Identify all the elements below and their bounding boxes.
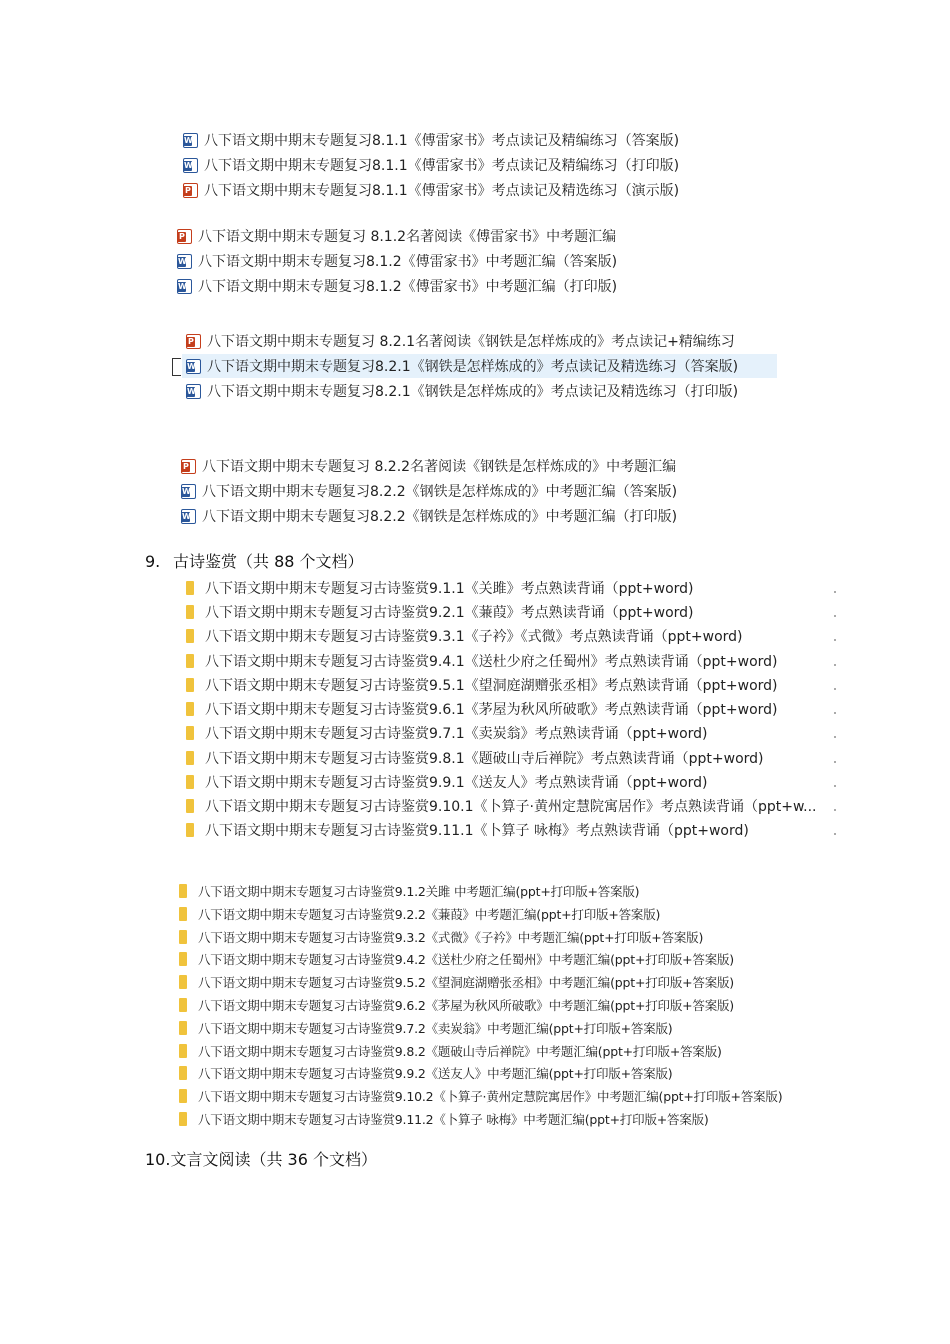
file-item[interactable]	[181, 454, 676, 478]
section-number: 9.	[145, 552, 161, 571]
folder-icon	[186, 605, 194, 619]
folder-name: 八下语文期中期末专题复习古诗鉴赏9.2.2《蒹葭》中考题汇编(ppt+打印版+答案版)	[198, 907, 661, 922]
folder-item[interactable]	[186, 600, 694, 624]
section-title: 古诗鉴赏（共 88 个文档）	[173, 552, 364, 571]
folder-item[interactable]	[179, 1040, 722, 1062]
folder-icon	[179, 930, 187, 944]
word-icon	[183, 158, 198, 173]
column-edge-mark	[834, 809, 836, 811]
ppt-icon	[181, 459, 196, 474]
folder-item[interactable]	[179, 1017, 672, 1039]
folder-icon	[186, 654, 194, 668]
folder-name: 八下语文期中期末专题复习古诗鉴赏9.2.1《蒹葭》考点熟读背诵（ppt+word)	[205, 605, 694, 621]
file-name: 八下语文期中期末专题复习8.1.1《傅雷家书》考点读记及精编练习（答案版)	[204, 133, 680, 149]
ppt-icon	[186, 334, 201, 349]
column-edge-mark	[834, 615, 836, 617]
file-item[interactable]	[186, 329, 735, 353]
word-icon	[177, 254, 192, 269]
folder-icon	[186, 629, 194, 643]
folder-icon	[186, 726, 194, 740]
folder-item[interactable]	[179, 903, 660, 925]
folder-item[interactable]	[179, 971, 734, 993]
file-item[interactable]	[183, 128, 679, 152]
folder-name: 八下语文期中期末专题复习古诗鉴赏9.9.2《送友人》中考题汇编(ppt+打印版+答案版)	[198, 1066, 673, 1081]
file-item[interactable]	[177, 249, 617, 273]
folder-item[interactable]	[186, 746, 764, 770]
column-edge-mark	[834, 639, 836, 641]
ppt-icon	[183, 183, 198, 198]
section-title: 文言文阅读（共 36 个文档）	[170, 1150, 377, 1169]
folder-item[interactable]	[179, 994, 734, 1016]
word-icon	[181, 509, 196, 524]
folder-item[interactable]	[179, 1108, 709, 1130]
folder-icon	[186, 678, 194, 692]
folder-item[interactable]	[186, 818, 749, 842]
file-item[interactable]	[181, 479, 677, 503]
file-item[interactable]	[181, 504, 677, 528]
file-name: 八下语文期中期末专题复习 8.2.1名著阅读《钢铁是怎样炼成的》考点读记+精编练习	[207, 334, 735, 350]
folder-icon	[179, 1066, 187, 1080]
word-icon	[186, 384, 201, 399]
folder-icon	[186, 581, 194, 595]
folder-icon	[179, 1112, 187, 1126]
folder-name: 八下语文期中期末专题复习古诗鉴赏9.8.1《题破山寺后禅院》考点熟读背诵（ppt+word)	[205, 751, 764, 767]
word-icon	[181, 484, 196, 499]
folder-item[interactable]	[186, 697, 778, 721]
file-name: 八下语文期中期末专题复习8.2.1《钢铁是怎样炼成的》考点读记及精选练习（打印版)	[207, 384, 739, 400]
folder-name: 八下语文期中期末专题复习古诗鉴赏9.11.1《卜算子 咏梅》考点熟读背诵（ppt+word)	[205, 823, 749, 839]
folder-name: 八下语文期中期末专题复习古诗鉴赏9.5.1《望洞庭湖赠张丞相》考点熟读背诵（ppt+word)	[205, 678, 778, 694]
file-item[interactable]	[177, 274, 617, 298]
folder-item[interactable]	[186, 721, 708, 745]
file-name: 八下语文期中期末专题复习8.1.2《傅雷家书》中考题汇编（答案版)	[198, 254, 618, 270]
file-name: 八下语文期中期末专题复习8.2.2《钢铁是怎样炼成的》中考题汇编（答案版)	[202, 484, 678, 500]
folder-item[interactable]	[186, 576, 694, 600]
folder-icon	[179, 1044, 187, 1058]
folder-icon	[179, 884, 187, 898]
folder-name: 八下语文期中期末专题复习古诗鉴赏9.9.1《送友人》考点熟读背诵（ppt+word)	[205, 775, 708, 791]
file-name: 八下语文期中期末专题复习 8.1.2名著阅读《傅雷家书》中考题汇编	[198, 229, 617, 245]
folder-name: 八下语文期中期末专题复习古诗鉴赏9.7.1《卖炭翁》考点熟读背诵（ppt+word)	[205, 726, 708, 742]
column-edge-mark	[834, 591, 836, 593]
column-edge-mark	[834, 736, 836, 738]
column-edge-mark	[834, 712, 836, 714]
section-heading	[145, 1147, 377, 1170]
folder-icon	[179, 1089, 187, 1103]
folder-name: 八下语文期中期末专题复习古诗鉴赏9.10.2《卜算子·黄州定慧院寓居作》中考题汇编(ppt+打印版+答案版)	[198, 1089, 783, 1104]
column-edge-mark	[834, 761, 836, 763]
folder-icon	[179, 952, 187, 966]
folder-item[interactable]	[179, 880, 639, 902]
folder-name: 八下语文期中期末专题复习古诗鉴赏9.1.2关雎 中考题汇编(ppt+打印版+答案版)	[198, 884, 640, 899]
file-item[interactable]	[177, 224, 616, 248]
word-icon	[186, 359, 201, 374]
folder-name: 八下语文期中期末专题复习古诗鉴赏9.6.1《茅屋为秋风所破歌》考点熟读背诵（ppt+word)	[205, 702, 778, 718]
folder-name: 八下语文期中期末专题复习古诗鉴赏9.8.2《题破山寺后禅院》中考题汇编(ppt+打印版+答案版)	[198, 1044, 722, 1059]
folder-name: 八下语文期中期末专题复习古诗鉴赏9.7.2《卖炭翁》中考题汇编(ppt+打印版+答案版)	[198, 1021, 673, 1036]
folder-item[interactable]	[179, 948, 734, 970]
folder-icon	[179, 975, 187, 989]
selection-marker	[172, 358, 181, 376]
folder-item[interactable]	[186, 673, 778, 697]
file-item[interactable]	[183, 153, 679, 177]
folder-item[interactable]	[186, 794, 817, 818]
folder-icon	[186, 823, 194, 837]
file-name: 八下语文期中期末专题复习8.2.2《钢铁是怎样炼成的》中考题汇编（打印版)	[202, 509, 678, 525]
folder-item[interactable]	[186, 624, 743, 648]
folder-item[interactable]	[186, 649, 778, 673]
folder-name: 八下语文期中期末专题复习古诗鉴赏9.5.2《望洞庭湖赠张丞相》中考题汇编(ppt+打印版+答案版)	[198, 975, 734, 990]
folder-icon	[179, 1021, 187, 1035]
folder-name: 八下语文期中期末专题复习古诗鉴赏9.1.1《关雎》考点熟读背诵（ppt+word)	[205, 581, 694, 597]
word-icon	[177, 279, 192, 294]
folder-name: 八下语文期中期末专题复习古诗鉴赏9.4.2《送杜少府之任蜀州》中考题汇编(ppt+打印版+答案版)	[198, 952, 734, 967]
folder-icon	[186, 751, 194, 765]
column-edge-mark	[834, 664, 836, 666]
column-edge-mark	[834, 833, 836, 835]
file-name: 八下语文期中期末专题复习8.1.2《傅雷家书》中考题汇编（打印版)	[198, 279, 618, 295]
file-name: 八下语文期中期末专题复习 8.2.2名著阅读《钢铁是怎样炼成的》中考题汇编	[202, 459, 677, 475]
file-item[interactable]	[186, 379, 738, 403]
folder-icon	[186, 702, 194, 716]
folder-name: 八下语文期中期末专题复习古诗鉴赏9.3.1《子衿》《式微》考点熟读背诵（ppt+word)	[205, 629, 743, 645]
file-item[interactable]	[183, 178, 679, 202]
folder-icon	[186, 775, 194, 789]
file-name: 八下语文期中期末专题复习8.2.1《钢铁是怎样炼成的》考点读记及精选练习（答案版)	[207, 359, 739, 375]
file-name: 八下语文期中期末专题复习8.1.1《傅雷家书》考点读记及精编练习（打印版)	[204, 158, 680, 174]
file-item-selected[interactable]	[182, 354, 777, 378]
section-heading	[145, 549, 364, 572]
folder-icon	[179, 907, 187, 921]
file-name: 八下语文期中期末专题复习8.1.1《傅雷家书》考点读记及精选练习（演示版)	[204, 183, 680, 199]
folder-name: 八下语文期中期末专题复习古诗鉴赏9.4.1《送杜少府之任蜀州》考点熟读背诵（ppt+word)	[205, 654, 778, 670]
section-number: 10.	[145, 1150, 171, 1169]
folder-item[interactable]	[179, 1062, 672, 1084]
column-edge-mark	[834, 688, 836, 690]
folder-icon	[179, 998, 187, 1012]
folder-item[interactable]	[179, 926, 703, 948]
folder-name: 八下语文期中期末专题复习古诗鉴赏9.3.2《式微》《子衿》中考题汇编(ppt+打印版+答案版)	[198, 930, 704, 945]
column-edge-mark	[834, 785, 836, 787]
folder-icon	[186, 799, 194, 813]
folder-item[interactable]	[186, 770, 708, 794]
folder-item[interactable]	[179, 1085, 782, 1107]
folder-name: 八下语文期中期末专题复习古诗鉴赏9.10.1《卜算子·黄州定慧院寓居作》考点熟读背诵（ppt+w...	[205, 799, 817, 815]
ppt-icon	[177, 229, 192, 244]
word-icon	[183, 133, 198, 148]
folder-name: 八下语文期中期末专题复习古诗鉴赏9.6.2《茅屋为秋风所破歌》中考题汇编(ppt+打印版+答案版)	[198, 998, 734, 1013]
folder-name: 八下语文期中期末专题复习古诗鉴赏9.11.2《卜算子 咏梅》中考题汇编(ppt+打印版+答案版)	[198, 1112, 709, 1127]
